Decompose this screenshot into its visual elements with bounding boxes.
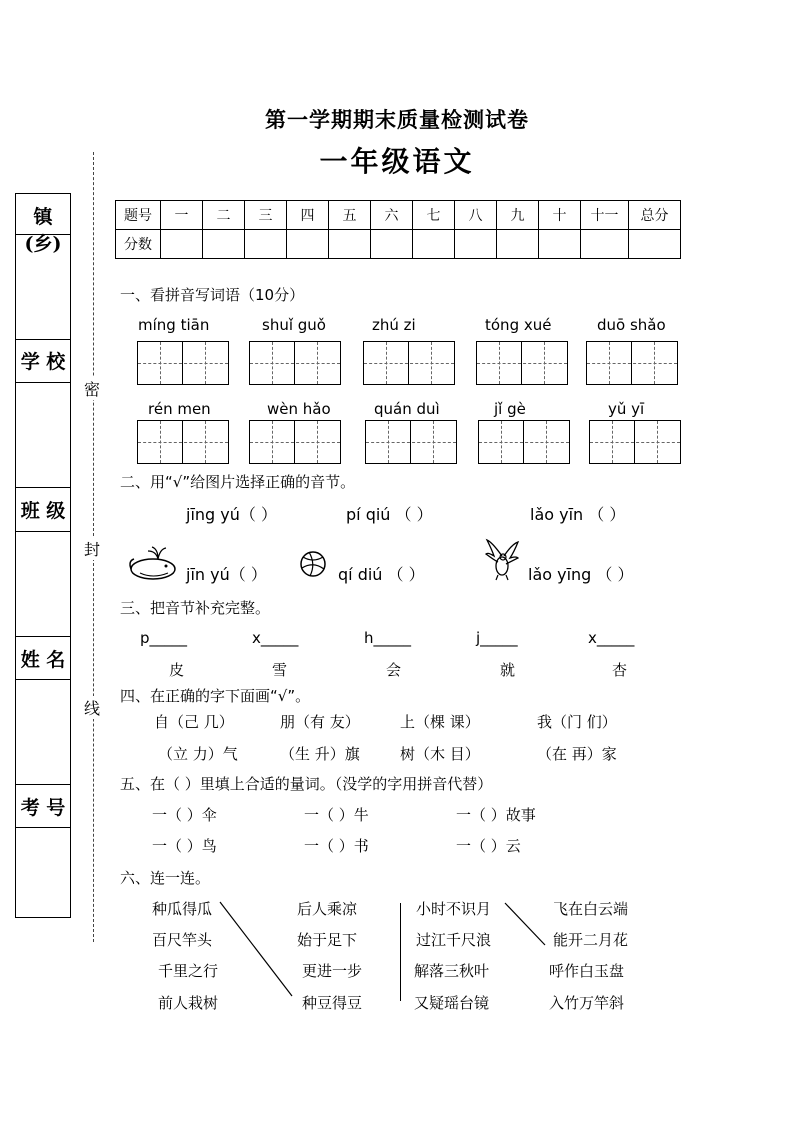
pinyin-label: tóng xué xyxy=(485,316,552,334)
pinyin-label: wèn hǎo xyxy=(267,400,331,418)
match-item[interactable]: 解落三秋叶 xyxy=(414,962,490,980)
score-input-cell[interactable] xyxy=(629,230,681,259)
score-input-cell[interactable] xyxy=(581,230,629,259)
match-item[interactable]: 更进一步 xyxy=(302,962,363,980)
syllable-option[interactable]: jīng yú（ ） xyxy=(186,505,277,524)
measure-word-blank[interactable]: 一（ ）牛 xyxy=(304,806,369,824)
hanzi-char: 杏 xyxy=(612,661,628,679)
table-cell: 总分 xyxy=(629,201,681,230)
eagle-icon xyxy=(484,538,520,582)
seal-char-feng: 封 xyxy=(84,537,100,560)
initial-blank[interactable]: h_____ xyxy=(364,629,412,647)
column-divider xyxy=(400,903,401,1001)
match-item[interactable]: 前人栽树 xyxy=(158,994,219,1012)
writing-grid[interactable] xyxy=(137,420,229,464)
writing-grid[interactable] xyxy=(249,420,341,464)
table-cell: 四 xyxy=(287,201,329,230)
hanzi-char: 会 xyxy=(386,661,402,679)
table-cell: 五 xyxy=(329,201,371,230)
score-input-cell[interactable] xyxy=(245,230,287,259)
char-choice[interactable]: （在 再）家 xyxy=(537,745,617,763)
pinyin-label: jǐ gè xyxy=(494,400,526,418)
seal-char-mi: 密 xyxy=(84,377,100,400)
syllable-option[interactable]: lǎo yīn （ ） xyxy=(530,505,626,524)
ball-icon xyxy=(298,549,328,579)
match-item[interactable]: 后人乘凉 xyxy=(297,900,358,918)
char-choice[interactable]: （立 力）气 xyxy=(158,745,238,763)
score-table-score-row xyxy=(116,230,681,259)
score-input-cell[interactable] xyxy=(539,230,581,259)
char-choice[interactable]: 树（木 目） xyxy=(400,745,480,763)
writing-grid[interactable] xyxy=(363,341,455,385)
table-cell: 十 xyxy=(539,201,581,230)
match-item[interactable]: 过江千尺浪 xyxy=(416,931,492,949)
writing-grid[interactable] xyxy=(586,341,678,385)
exam-subtitle: 一年级语文 xyxy=(319,145,475,178)
table-cell: 八 xyxy=(455,201,497,230)
exam-title: 第一学期期末质量检测试卷 xyxy=(265,107,529,132)
writing-grid[interactable] xyxy=(478,420,570,464)
match-item[interactable]: 小时不识月 xyxy=(416,900,492,918)
binding-label-school: 学 校 xyxy=(20,351,66,373)
score-input-cell[interactable] xyxy=(203,230,245,259)
pinyin-label: yǔ yī xyxy=(608,400,645,418)
writing-grid[interactable] xyxy=(137,341,229,385)
score-input-cell[interactable] xyxy=(371,230,413,259)
match-item[interactable]: 种瓜得瓜 xyxy=(152,900,213,918)
measure-word-blank[interactable]: 一（ ）云 xyxy=(456,837,521,855)
binding-label-town: 镇(乡) xyxy=(24,206,62,255)
match-item[interactable]: 呼作白玉盘 xyxy=(549,962,625,980)
initial-blank[interactable]: x_____ xyxy=(588,629,635,647)
syllable-option[interactable]: lǎo yīng （ ） xyxy=(528,565,634,584)
seal-char-xian: 线 xyxy=(84,696,100,719)
pinyin-label: shuǐ guǒ xyxy=(262,316,326,334)
char-choice[interactable]: 自（己 几） xyxy=(154,713,234,731)
initial-blank[interactable]: j_____ xyxy=(476,629,518,647)
initial-blank[interactable]: p_____ xyxy=(140,629,188,647)
binding-info-box xyxy=(15,193,71,918)
measure-word-blank[interactable]: 一（ ）伞 xyxy=(152,806,217,824)
section-1-title: 一、看拼音写词语（10分） xyxy=(120,286,305,304)
section-2-title: 二、用“√”给图片选择正确的音节。 xyxy=(120,473,356,491)
hanzi-char: 雪 xyxy=(272,661,288,679)
match-item[interactable]: 飞在白云端 xyxy=(553,900,629,918)
score-table xyxy=(115,200,681,259)
match-item[interactable]: 又疑瑶台镜 xyxy=(414,994,490,1012)
hanzi-char: 就 xyxy=(500,661,516,679)
char-choice[interactable]: 朋（有 友） xyxy=(280,713,360,731)
writing-grid[interactable] xyxy=(476,341,568,385)
table-cell: 九 xyxy=(497,201,539,230)
match-item[interactable]: 能开二月花 xyxy=(553,931,629,949)
match-item[interactable]: 始于足下 xyxy=(297,931,358,949)
match-item[interactable]: 入竹万竿斜 xyxy=(549,994,625,1012)
match-item[interactable]: 种豆得豆 xyxy=(302,994,363,1012)
pinyin-label: duō shǎo xyxy=(597,316,666,334)
pinyin-label: quán duì xyxy=(374,400,440,418)
table-cell: 二 xyxy=(203,201,245,230)
table-cell: 题号 xyxy=(116,201,161,230)
binding-label-name: 姓 名 xyxy=(20,649,66,671)
syllable-option[interactable]: jīn yú（ ） xyxy=(186,565,267,584)
syllable-option[interactable]: pí qiú （ ） xyxy=(346,505,433,524)
measure-word-blank[interactable]: 一（ ）书 xyxy=(304,837,369,855)
score-input-cell[interactable] xyxy=(497,230,539,259)
table-cell: 分数 xyxy=(116,230,161,259)
table-cell: 七 xyxy=(413,201,455,230)
binding-label-id: 考 号 xyxy=(20,797,66,819)
score-input-cell[interactable] xyxy=(455,230,497,259)
hanzi-char: 皮 xyxy=(169,661,185,679)
table-cell: 一 xyxy=(161,201,203,230)
writing-grid[interactable] xyxy=(249,341,341,385)
match-item[interactable]: 千里之行 xyxy=(158,962,219,980)
score-input-cell[interactable] xyxy=(329,230,371,259)
table-cell: 十一 xyxy=(581,201,629,230)
score-input-cell[interactable] xyxy=(413,230,455,259)
whale-icon xyxy=(128,543,178,583)
table-cell: 三 xyxy=(245,201,287,230)
binding-label-class: 班 级 xyxy=(20,500,66,522)
section-6-title: 六、连一连。 xyxy=(120,869,211,887)
writing-grid[interactable] xyxy=(589,420,681,464)
measure-word-blank[interactable]: 一（ ）故事 xyxy=(456,806,536,824)
section-5-title: 五、在（ ）里填上合适的量词。（没学的字用拼音代替） xyxy=(120,775,493,793)
syllable-option[interactable]: qí diú （ ） xyxy=(338,565,425,584)
table-cell: 六 xyxy=(371,201,413,230)
char-choice[interactable]: （生 升）旗 xyxy=(280,745,360,763)
match-item[interactable]: 百尺竿头 xyxy=(152,931,213,949)
section-3-title: 三、把音节补充完整。 xyxy=(120,599,271,617)
pinyin-label: rén men xyxy=(148,400,211,418)
char-choice[interactable]: 我（门 们） xyxy=(537,713,617,731)
pinyin-label: zhú zi xyxy=(372,316,416,334)
measure-word-blank[interactable]: 一（ ）鸟 xyxy=(152,837,217,855)
score-table-header-row xyxy=(116,201,681,230)
writing-grid[interactable] xyxy=(365,420,457,464)
score-input-cell[interactable] xyxy=(287,230,329,259)
pinyin-label: míng tiān xyxy=(138,316,210,334)
score-input-cell[interactable] xyxy=(161,230,203,259)
section-4-title: 四、在正确的字下面画“√”。 xyxy=(120,687,311,705)
char-choice[interactable]: 上（棵 课） xyxy=(400,713,480,731)
initial-blank[interactable]: x_____ xyxy=(252,629,299,647)
